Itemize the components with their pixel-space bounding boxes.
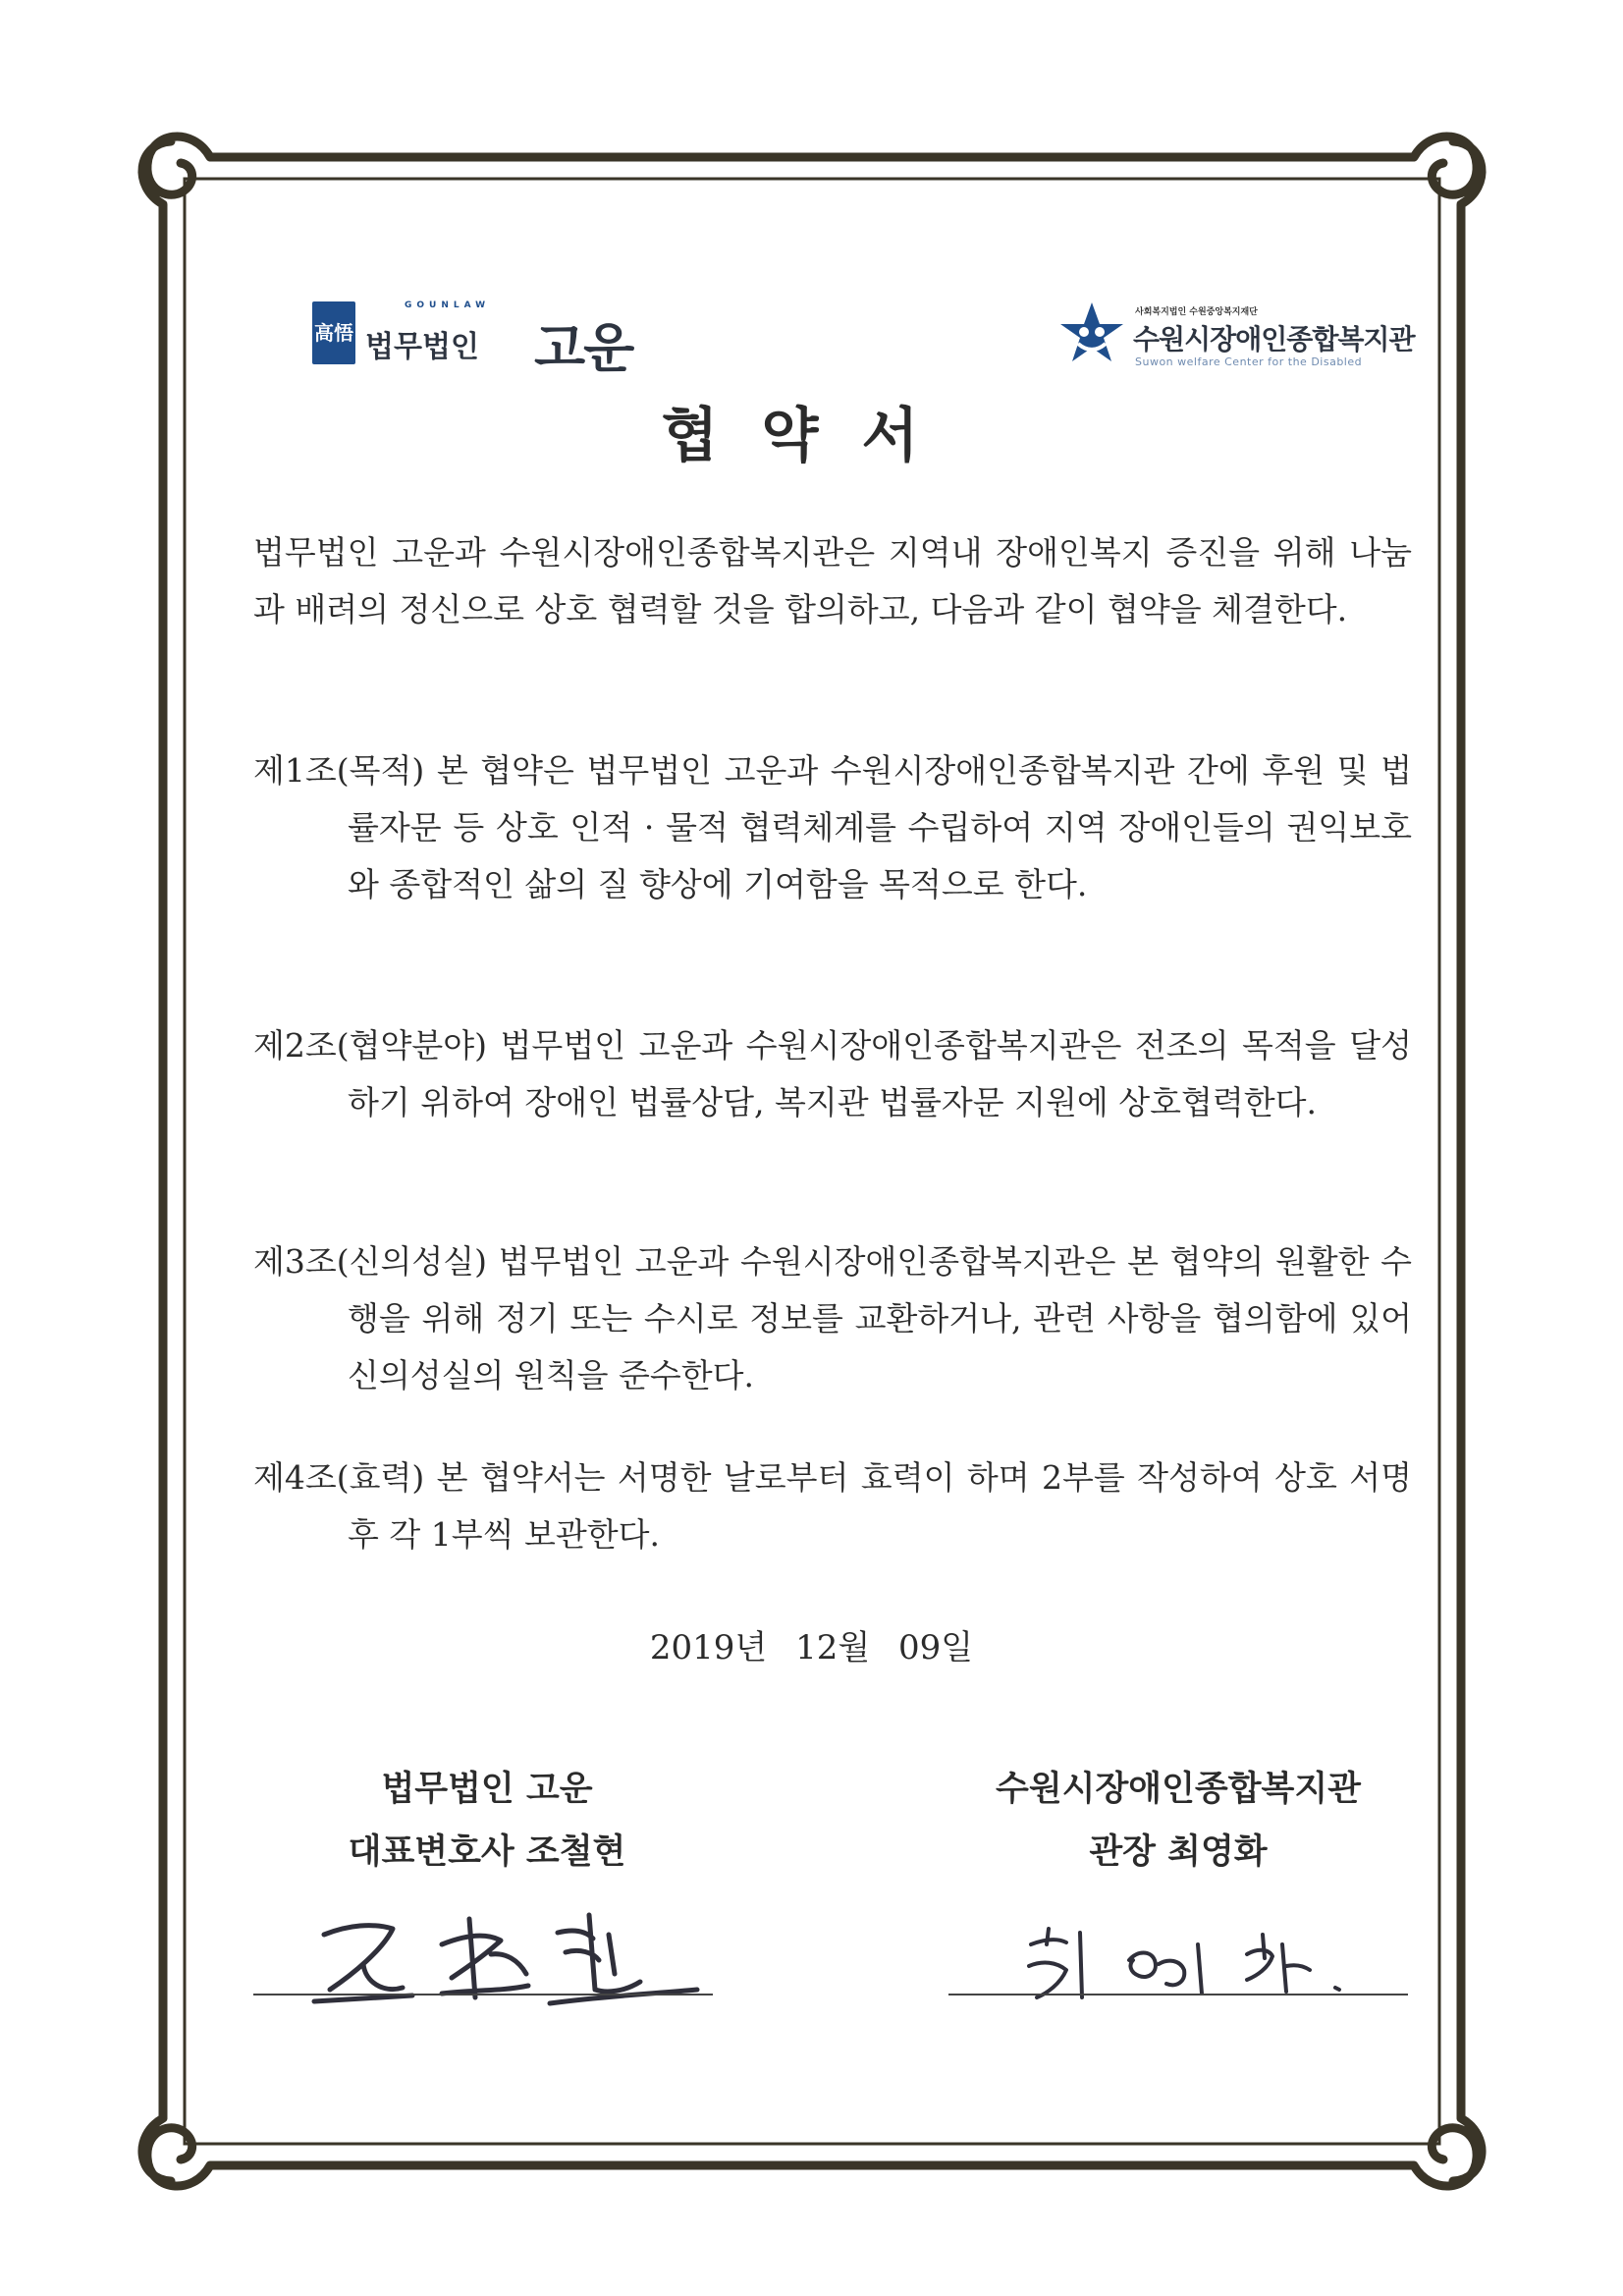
gounlaw-logo-big-text: 고운 — [534, 317, 633, 379]
suwon-welfare-logo — [1055, 299, 1415, 373]
signature-block-right — [903, 1758, 1453, 1884]
article-3: 제3조(신의성실) 법무법인 고운과 수원시장애인종합복지관은 본 협약의 원활한 수행을 위해 정기 또는 수시로 정보를 교환하거나, 관련 사항을 협의함에 있어 신의성실의 원칙을 준수한다. — [253, 1242, 1412, 1394]
gounlaw-emblem-text: 高悟 — [314, 321, 353, 345]
document-title: 협약서 — [661, 402, 962, 470]
handwritten-signature-left — [295, 1895, 707, 2023]
signatory-org-right: 수원시장애인종합복지관 — [996, 1770, 1361, 1809]
handwritten-signature-right — [1011, 1915, 1365, 2013]
welfare-center-name: 수원시장애인종합복지관 — [1133, 323, 1415, 355]
article-4: 제4조(효력) 본 협약서는 서명한 날로부터 효력이 하며 2부를 작성하여 상호 서명 후 각 1부씩 보관한다. — [253, 1458, 1412, 1554]
signature-line-right — [948, 1994, 1408, 1995]
signatory-person-right: 관장 최영화 — [1089, 1832, 1268, 1872]
gounlaw-logo — [312, 301, 633, 379]
article-1: 제1조(목적) 본 협약은 법무법인 고운과 수원시장애인종합복지관 간에 후원 및 법률자문 등 상호 인적 · 물적 협력체계를 수립하여 지역 장애인들의 권익보호와 종합적인 삶의 질 향상에 기여함을 목적으로 한다. — [253, 751, 1412, 903]
signatory-person-left: 대표변호사 조철현 — [348, 1832, 626, 1872]
welfare-center-eng-name: Suwon welfare Center for the Disabled — [1135, 355, 1363, 368]
agreement-date: 2019년 12월 09일 — [649, 1628, 974, 1667]
intro-paragraph: 법무법인 고운과 수원시장애인종합복지관은 지역내 장애인복지 증진을 위해 나눔과 배려의 정신으로 상호 협력할 것을 합의하고, 다음과 같이 협약을 체결한다. — [253, 533, 1412, 629]
signature-block-left — [212, 1758, 762, 1884]
signatory-org-left: 법무법인 고운 — [381, 1770, 593, 1809]
signature-line-left — [253, 1994, 713, 1995]
welfare-emblem-icon — [1055, 299, 1129, 373]
gounlaw-logo-eng: GOUNLAW — [405, 301, 491, 310]
welfare-foundation-text: 사회복지법인 수원중앙복지재단 — [1135, 307, 1258, 317]
gounlaw-emblem — [312, 301, 355, 364]
article-2: 제2조(협약분야) 법무법인 고운과 수원시장애인종합복지관은 전조의 목적을 달성하기 위하여 장애인 법률상담, 복지관 법률자문 지원에 상호협력한다. — [253, 1026, 1412, 1121]
gounlaw-logo-small-text: 법무법인 — [365, 330, 479, 364]
